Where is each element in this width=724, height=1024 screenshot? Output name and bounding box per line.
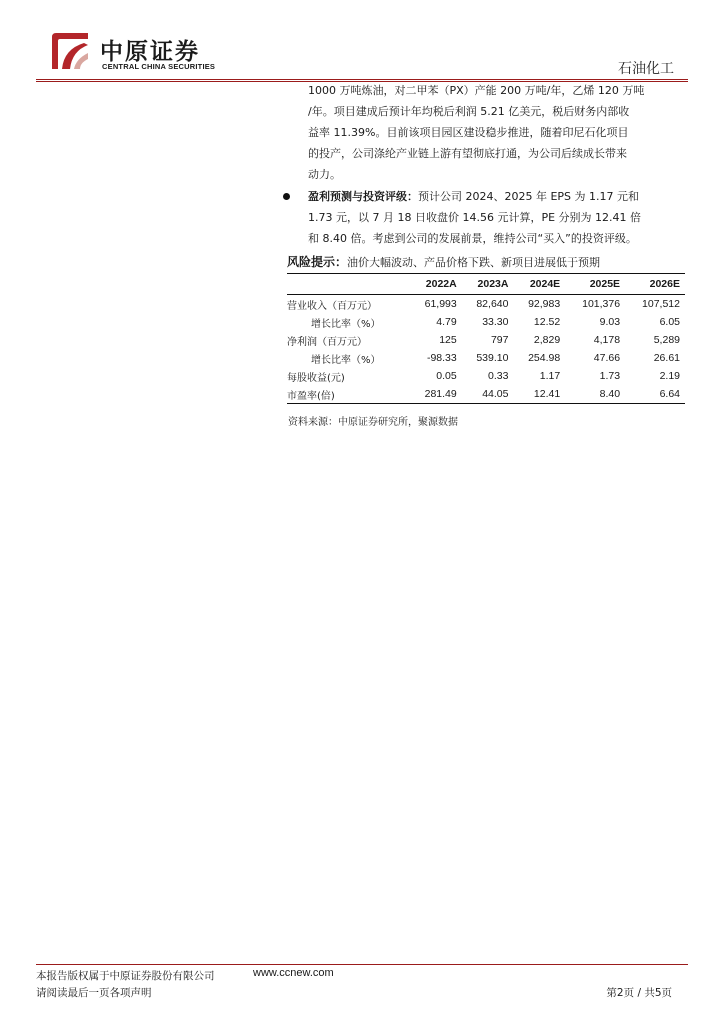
text-line: 和 8.40 倍。考虑到公司的发展前景，维持公司“买入”的投资评级。	[308, 232, 637, 245]
table-cell: 92,983	[528, 298, 561, 310]
text-line: 1.73 元，以 7 月 18 日收盘价 14.56 元计算，PE 分别为 12.41 倍	[308, 211, 642, 224]
text-line	[308, 186, 680, 207]
footer-divider	[36, 964, 688, 965]
page-header	[0, 0, 724, 80]
column-header: 2026E	[649, 278, 680, 290]
forecast-heading: 盈利预测与投资评级：	[308, 190, 418, 203]
table-cell: 1.17	[539, 370, 561, 382]
table-cell: 107,512	[642, 298, 680, 310]
table-cell: 254.98	[528, 352, 561, 364]
table-cell: 2.19	[659, 370, 680, 382]
column-header: 2023A	[477, 278, 509, 290]
table-row	[287, 331, 685, 349]
forecast-text: 预计公司 2024、2025 年 EPS 为 1.17 元和	[418, 190, 640, 203]
table-cell: 4,178	[593, 334, 621, 346]
table-cell: 0.05	[436, 370, 457, 382]
table-cell: -98.33	[426, 352, 457, 364]
row-label: 净利润（百万元）	[287, 336, 367, 348]
table-row	[287, 349, 685, 367]
table-cell: 125	[439, 334, 457, 346]
table-cell: 539.10	[476, 352, 509, 364]
table-row	[287, 295, 685, 314]
website-link[interactable]: www.ccnew.com	[253, 967, 334, 979]
table-cell: 0.33	[488, 370, 509, 382]
table-cell: 33.30	[482, 316, 509, 328]
financial-forecast-table	[287, 273, 685, 404]
table-row	[287, 367, 685, 385]
table-cell: 8.40	[599, 388, 621, 400]
risk-text: 油价大幅波动、产品价格下跌、新项目进展低于预期	[347, 256, 601, 269]
table-cell: 12.52	[533, 316, 561, 328]
forecast-paragraph	[308, 186, 680, 249]
text-line: 的投产，公司涤纶产业链上游有望彻底打通，为公司后续成长带来	[308, 147, 627, 160]
logo-mark-icon	[50, 31, 90, 71]
disclaimer-note: 请阅读最后一页各项声明	[36, 987, 152, 999]
table-cell: 2,829	[533, 334, 561, 346]
table-row	[287, 313, 685, 331]
bullet-dot-icon	[283, 193, 290, 200]
column-header: 2022A	[425, 278, 457, 290]
text-line: /年。项目建成后预计年均税后利润 5.21 亿美元，税后财务内部收	[308, 105, 630, 118]
table-cell: 797	[490, 334, 509, 346]
table-cell: 82,640	[476, 298, 509, 310]
table-cell: 12.41	[533, 388, 561, 400]
risk-label: 风险提示：	[287, 255, 348, 269]
table-header-row	[287, 274, 685, 295]
column-header: 2025E	[589, 278, 621, 290]
table-cell: 26.61	[653, 352, 680, 364]
row-label: 市盈率(倍)	[287, 390, 335, 402]
table-row	[287, 385, 685, 404]
column-header: 2024E	[529, 278, 561, 290]
table-cell: 9.03	[599, 316, 621, 328]
row-label: 营业收入（百万元）	[287, 300, 377, 312]
report-section-title: 石油化工	[618, 61, 674, 77]
risk-warning	[287, 253, 685, 272]
table-cell: 101,376	[582, 298, 621, 310]
table-cell: 61,993	[424, 298, 457, 310]
text-line: 益率 11.39%。目前该项目园区建设稳步推进，随着印尼石化项目	[308, 126, 629, 139]
table-cell: 5,289	[653, 334, 680, 346]
row-label: 增长比率（%）	[311, 318, 381, 330]
text-line: 动力。	[308, 168, 341, 181]
row-label: 每股收益(元)	[287, 372, 345, 384]
logo-chinese: 中原证券	[100, 38, 200, 65]
column-header	[287, 274, 410, 295]
copyright-notice: 本报告版权属于中原证券股份有限公司	[36, 970, 215, 982]
table-cell: 281.49	[424, 388, 457, 400]
text-line: 1000 万吨炼油，对二甲苯（PX）产能 200 万吨/年，乙烯 120 万吨	[308, 84, 645, 97]
table-cell: 6.64	[659, 388, 680, 400]
page-number: 第2页 / 共5页	[606, 987, 672, 999]
project-paragraph	[308, 80, 680, 185]
logo-english: CENTRAL CHINA SECURITIES	[102, 62, 216, 71]
table-cell: 47.66	[593, 352, 621, 364]
table-cell: 4.79	[436, 316, 457, 328]
data-source-note: 资料来源：中原证券研究所，聚源数据	[288, 417, 458, 428]
table-cell: 44.05	[482, 388, 509, 400]
row-label: 增长比率（%）	[311, 354, 381, 366]
table-cell: 6.05	[659, 316, 680, 328]
table-cell: 1.73	[599, 370, 621, 382]
